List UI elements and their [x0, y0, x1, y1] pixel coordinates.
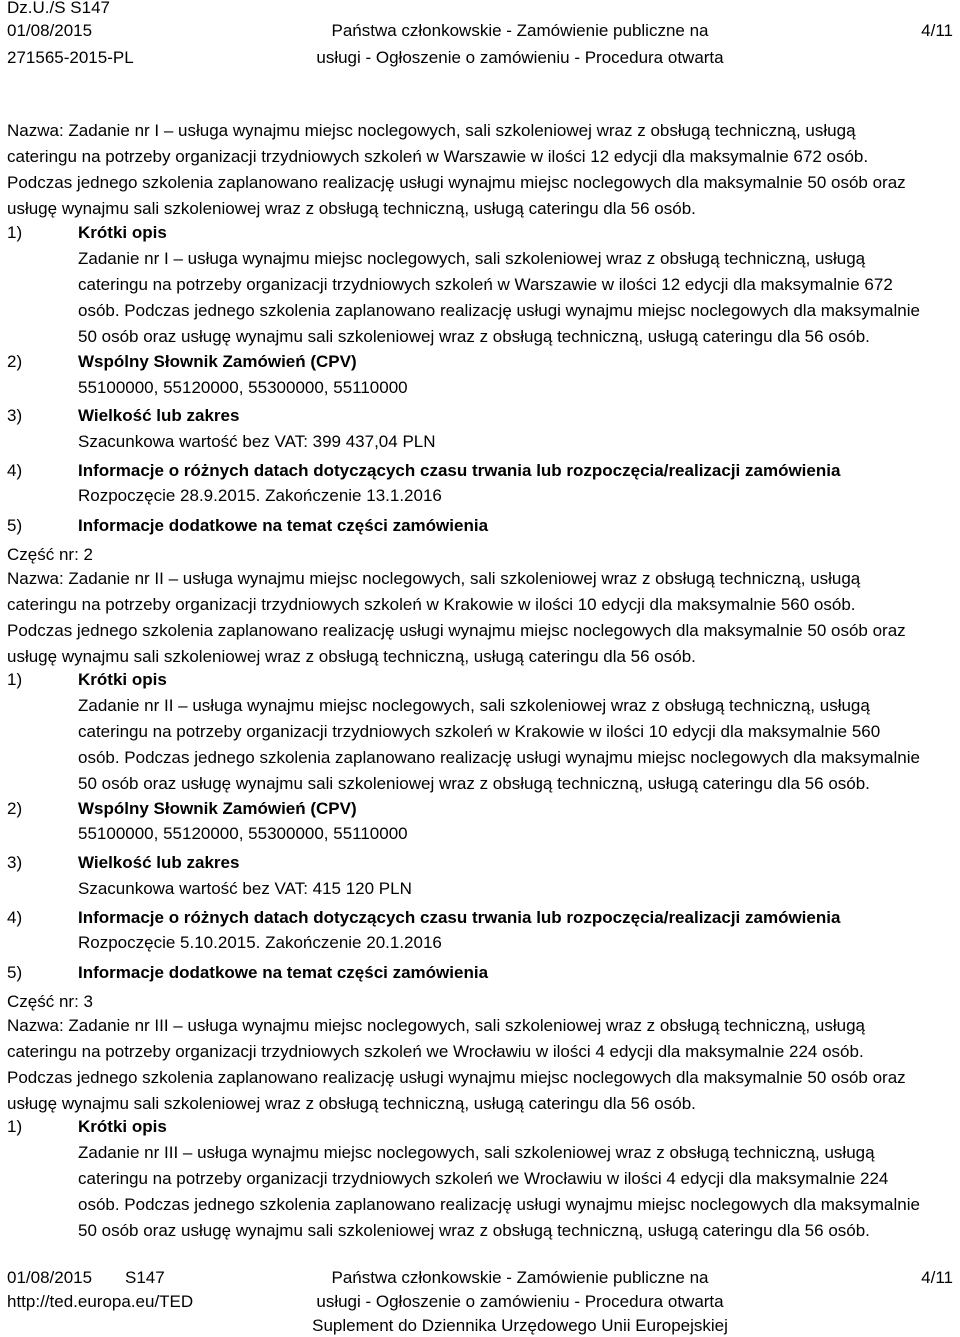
additional-info-heading: Informacje dodatkowe na temat części zamówienia: [78, 963, 489, 982]
item-number: 5): [7, 963, 23, 982]
short-description-line: Zadanie nr III – usługa wynajmu miejsc noclegowych, sali szkoleniowej wraz z obsługą techniczną, usługą: [78, 1143, 875, 1162]
item-number: 5): [7, 516, 23, 535]
footer-title-line1: Państwa członkowskie - Zamówienie publiczne na: [331, 1268, 709, 1287]
scope-heading: Wielkość lub zakres: [78, 853, 240, 872]
dates-heading: Informacje o różnych datach dotyczących czasu trwania lub rozpoczęcia/realizacji zamówienia: [78, 908, 841, 927]
footer-date: 01/08/2015: [7, 1268, 93, 1287]
short-description-heading: Krótki opis: [78, 1117, 167, 1136]
part2-name-line: cateringu na potrzeby organizacji trzydniowych szkoleń w Krakowie w ilości 10 edycji dla maksymalnie 560 osób.: [7, 595, 856, 614]
short-description-line: Zadanie nr II – usługa wynajmu miejsc noclegowych, sali szkoleniowej wraz z obsługą techniczną, usługą: [78, 696, 870, 715]
item-number: 2): [7, 799, 23, 818]
short-description-line: 50 osób oraz usługę wynajmu sali szkoleniowej wraz z obsługą techniczną, usługą cateringu dla 56 osób.: [78, 774, 870, 793]
item-number: 1): [7, 223, 23, 242]
dates-heading: Informacje o różnych datach dotyczących czasu trwania lub rozpoczęcia/realizacji zamówienia: [78, 461, 841, 480]
header-title-line2: usługi - Ogłoszenie o zamówieniu - Procedura otwarta: [316, 48, 724, 67]
cpv-heading: Wspólny Słownik Zamówień (CPV): [78, 799, 357, 818]
item-number: 1): [7, 670, 23, 689]
dates-value: Rozpoczęcie 5.10.2015. Zakończenie 20.1.2016: [78, 933, 442, 952]
part1-name-line: Nazwa: Zadanie nr I – usługa wynajmu miejsc noclegowych, sali szkoleniowej wraz z obsługą techniczną, usługą: [7, 121, 856, 140]
footer-page-number: 4/11: [921, 1268, 953, 1287]
journal-ref: Dz.U./S S147: [7, 0, 110, 17]
item-number: 1): [7, 1117, 23, 1136]
footer-title-line3: Suplement do Dziennika Urzędowego Unii Europejskiej: [312, 1316, 728, 1335]
short-description-line: 50 osób oraz usługę wynajmu sali szkoleniowej wraz z obsługą techniczną, usługą cateringu dla 56 osób.: [78, 1221, 870, 1240]
short-description-line: Zadanie nr I – usługa wynajmu miejsc noclegowych, sali szkoleniowej wraz z obsługą techniczną, usługą: [78, 249, 866, 268]
short-description-line: cateringu na potrzeby organizacji trzydniowych szkoleń w Krakowie w ilości 10 edycji dla maksymalnie 560: [78, 722, 881, 741]
part1-name-line: usługę wynajmu sali szkoleniowej wraz z obsługą techniczną, usługą cateringu dla 56 osób.: [7, 199, 696, 218]
estimated-value: Szacunkowa wartość bez VAT: 415 120 PLN: [78, 879, 412, 898]
part-label: Część nr: 3: [7, 992, 93, 1011]
part-label: Część nr: 2: [7, 545, 93, 564]
header-page-number: 4/11: [921, 21, 953, 40]
item-number: 4): [7, 461, 23, 480]
short-description-heading: Krótki opis: [78, 223, 167, 242]
part3-name-line: Nazwa: Zadanie nr III – usługa wynajmu miejsc noclegowych, sali szkoleniowej wraz z obsługą techniczną, usługą: [7, 1016, 865, 1035]
ted-link[interactable]: http://ted.europa.eu/TED: [7, 1292, 194, 1311]
notice-number: 271565-2015-PL: [7, 48, 134, 67]
item-number: 3): [7, 406, 23, 425]
part3-name-line: Podczas jednego szkolenia zaplanowano realizację usługi wynajmu miejsc noclegowych dla maksymalnie 50 osób oraz: [7, 1068, 906, 1087]
part2-name-line: Nazwa: Zadanie nr II – usługa wynajmu miejsc noclegowych, sali szkoleniowej wraz z obsługą techniczną, usługą: [7, 569, 861, 588]
short-description-line: cateringu na potrzeby organizacji trzydniowych szkoleń w Warszawie w ilości 12 edycji dla maksymalnie 672: [78, 275, 893, 294]
part2-name-line: Podczas jednego szkolenia zaplanowano realizację usługi wynajmu miejsc noclegowych dla maksymalnie 50 osób oraz: [7, 621, 906, 640]
dates-value: Rozpoczęcie 28.9.2015. Zakończenie 13.1.2016: [78, 486, 442, 505]
part1-name-line: Podczas jednego szkolenia zaplanowano realizację usługi wynajmu miejsc noclegowych dla maksymalnie 50 osób oraz: [7, 173, 906, 192]
short-description-line: osób. Podczas jednego szkolenia zaplanowano realizację usługi wynajmu miejsc noclegowych dla maksymalnie: [78, 748, 920, 767]
footer-title-line2: usługi - Ogłoszenie o zamówieniu - Procedura otwarta: [316, 1292, 724, 1311]
additional-info-heading: Informacje dodatkowe na temat części zamówienia: [78, 516, 489, 535]
cpv-codes: 55100000, 55120000, 55300000, 55110000: [78, 378, 408, 397]
estimated-value: Szacunkowa wartość bez VAT: 399 437,04 PLN: [78, 432, 436, 451]
item-number: 2): [7, 352, 23, 371]
short-description-line: cateringu na potrzeby organizacji trzydniowych szkoleń we Wrocławiu w ilości 4 edycji dla maksymalnie 224: [78, 1169, 889, 1188]
header-date: 01/08/2015: [7, 21, 93, 40]
short-description-heading: Krótki opis: [78, 670, 167, 689]
short-description-line: osób. Podczas jednego szkolenia zaplanowano realizację usługi wynajmu miejsc noclegowych dla maksymalnie: [78, 301, 920, 320]
footer-issue: S147: [125, 1268, 165, 1287]
part2-name-line: usługę wynajmu sali szkoleniowej wraz z obsługą techniczną, usługą cateringu dla 56 osób.: [7, 647, 696, 666]
item-number: 3): [7, 853, 23, 872]
header-title-line1: Państwa członkowskie - Zamówienie publiczne na: [331, 21, 709, 40]
short-description-line: 50 osób oraz usługę wynajmu sali szkoleniowej wraz z obsługą techniczną, usługą cateringu dla 56 osób.: [78, 327, 870, 346]
part3-name-line: usługę wynajmu sali szkoleniowej wraz z obsługą techniczną, usługą cateringu dla 56 osób.: [7, 1094, 696, 1113]
short-description-line: osób. Podczas jednego szkolenia zaplanowano realizację usługi wynajmu miejsc noclegowych dla maksymalnie: [78, 1195, 920, 1214]
part1-name-line: cateringu na potrzeby organizacji trzydniowych szkoleń w Warszawie w ilości 12 edycji dla maksymalnie 672 osób.: [7, 147, 869, 166]
item-number: 4): [7, 908, 23, 927]
part3-name-line: cateringu na potrzeby organizacji trzydniowych szkoleń we Wrocławiu w ilości 4 edycji dla maksymalnie 224 osób.: [7, 1042, 864, 1061]
cpv-heading: Wspólny Słownik Zamówień (CPV): [78, 352, 357, 371]
scope-heading: Wielkość lub zakres: [78, 406, 240, 425]
cpv-codes: 55100000, 55120000, 55300000, 55110000: [78, 824, 408, 843]
